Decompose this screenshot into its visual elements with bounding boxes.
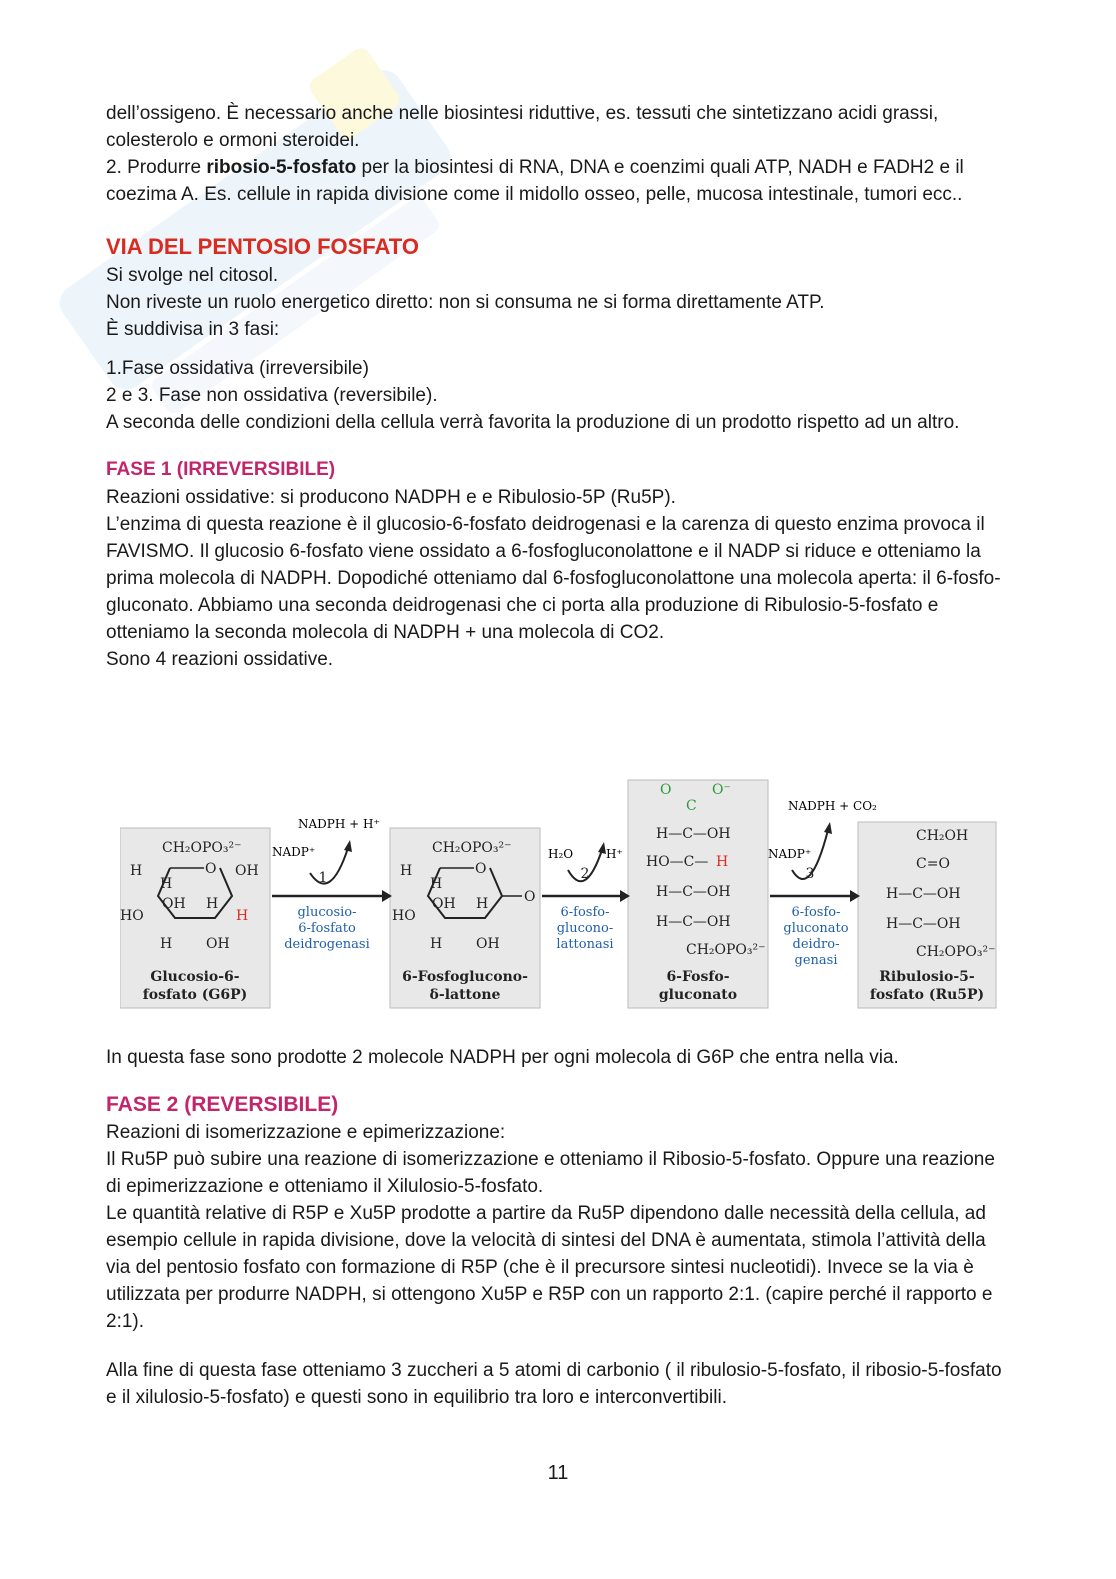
step1-output: NADPH + H⁺: [298, 817, 380, 831]
after-figure-body: [106, 1044, 1006, 1411]
fase1-p2: L’enzima di questa reazione è il glucosio-6-fosfato deidrogenasi e la carenza di questo enzima provoca il FAVISMO. Il glucosio 6-fosfato viene ossidato a 6-fosfogluconolattone e il NADP si riduce e otteniamo la prima molecola di NADPH. Dopodiché otteniamo dal 6-fosfogluconolattone una molecola aperta: il 6-fosfo-gluconato. Abbiamo una seconda deidrogenasi che ci porta alla produzione di Ribulosio-5-fosfato e otteniamo la seconda molecola di NADPH + una molecola di CO2.: [106, 514, 1001, 643]
fase2-p3: Le quantità relative di R5P e Xu5P prodotte a partire da Ru5P dipendono dalle necessità della cellula, ad esempio cellule in rapida divisione, dove la velocità di sintesi del DNA è aumentata, stimola l’attività della via del pentosio fosfato con formazione di R5P (che è il precursore sintesi nucleotidi). Invece se la via è utilizzata per produrre NADPH, si ottengono Xu5P e R5P con un rapporto 2:1. (capire perché il rapporto e 2:1).: [106, 1203, 993, 1332]
svg-text:H: H: [430, 876, 443, 892]
step2-input: H₂O: [548, 847, 574, 861]
step2-enzyme-1: 6-fosfo-: [560, 905, 610, 920]
svg-text:CH₂OPO₃²⁻: CH₂OPO₃²⁻: [916, 944, 996, 960]
svg-text:OH: OH: [235, 863, 259, 879]
page-body: [106, 100, 1006, 673]
mol4-name-1: Ribulosio-5-: [879, 969, 975, 985]
svg-text:HO: HO: [120, 908, 144, 924]
fase2-p4: Alla fine di questa fase otteniamo 3 zuccheri a 5 atomi di carbonio ( il ribulosio-5-fosfato, il ribosio-5-fosfato e il xilulosio-5-fosfato) e questi sono in equilibrio tra loro e interconvertibili.: [106, 1360, 1002, 1408]
svg-text:H—C—OH: H—C—OH: [886, 916, 961, 932]
svg-text:O: O: [660, 782, 672, 798]
svg-text:OH: OH: [432, 896, 456, 912]
mol2-name-1: 6-Fosfoglucono-: [402, 969, 528, 985]
section-title: VIA DEL PENTOSIO FOSFATO: [106, 234, 419, 259]
svg-text:HO: HO: [392, 908, 416, 924]
intro-paragraph-2: 2. Produrre ribosio-5-fosfato per la biosintesi di RNA, DNA e coenzimi quali ATP, NADH e FADH2 e il coezima A. Es. cellule in rapida divisione come il midollo osseo, pelle, mucosa intestinale, tumori ecc..: [106, 157, 964, 205]
intro-paragraph-1: dell’ossigeno. È necessario anche nelle biosintesi riduttive, es. tessuti che sintetizzano acidi grassi, colesterolo e ormoni steroidei.: [106, 103, 939, 151]
section-p5: 2 e 3. Fase non ossidativa (reversibile).: [106, 385, 438, 406]
svg-text:CH₂OPO₃²⁻: CH₂OPO₃²⁻: [432, 840, 512, 856]
step1-enzyme-3: deidrogenasi: [284, 937, 370, 952]
step1-enzyme-1: glucosio-: [297, 905, 357, 920]
svg-text:H: H: [430, 936, 443, 952]
svg-text:H—C—OH: H—C—OH: [886, 886, 961, 902]
mol3-name-2: gluconato: [658, 987, 738, 1003]
section-p6: A seconda delle condizioni della cellula verrà favorita la produzione di un prodotto rispetto ad un altro.: [106, 412, 960, 433]
step3-output: NADPH + CO₂: [788, 799, 877, 813]
step3-input: NADP⁺: [768, 847, 812, 861]
page-number: 11: [547, 1462, 569, 1484]
ribosio-bold: ribosio-5-fosfato: [206, 157, 357, 178]
svg-text:H: H: [160, 876, 173, 892]
svg-text:H—C—OH: H—C—OH: [656, 826, 731, 842]
step3-number: 3: [805, 866, 815, 882]
mol3-name-1: 6-Fosfo-: [666, 969, 730, 985]
svg-text:H: H: [236, 908, 249, 924]
section-p4: 1.Fase ossidativa (irreversibile): [106, 358, 369, 379]
svg-text:H: H: [160, 936, 173, 952]
svg-text:CH₂OPO₃²⁻: CH₂OPO₃²⁻: [686, 942, 766, 958]
reaction-diagram: [120, 778, 1000, 1010]
svg-text:O: O: [205, 861, 217, 877]
step3-enzyme-1: 6-fosfo-: [791, 905, 841, 920]
section-p2: Non riveste un ruolo energetico diretto: non si consuma ne si forma direttamente ATP.: [106, 292, 825, 313]
svg-text:CH₂OH: CH₂OH: [916, 828, 969, 844]
fase1-p3: Sono 4 reazioni ossidative.: [106, 649, 334, 670]
step2-enzyme-3: lattonasi: [556, 937, 614, 952]
svg-text:HO—C—: HO—C—: [646, 854, 709, 870]
svg-text:O: O: [475, 861, 487, 877]
svg-text:H: H: [476, 896, 489, 912]
svg-text:H—C—OH: H—C—OH: [656, 914, 731, 930]
step1-input: NADP⁺: [272, 845, 316, 859]
svg-text:H: H: [400, 863, 413, 879]
section-p1: Si svolge nel citosol.: [106, 265, 279, 286]
svg-text:OH: OH: [476, 936, 500, 952]
step3-enzyme-4: genasi: [794, 953, 838, 968]
mol1-name-1: Glucosio-6-: [150, 969, 240, 985]
fase2-p2: Il Ru5P può subire una reazione di isomerizzazione e otteniamo il Ribosio-5-fosfato. Oppure una reazione di epimerizzazione e otteniamo il Xilulosio-5-fosfato.: [106, 1149, 995, 1197]
svg-text:O⁻: O⁻: [712, 782, 731, 798]
fase1-p1: Reazioni ossidative: si producono NADPH e e Ribulosio-5P (Ru5P).: [106, 487, 676, 508]
mol4-name-2: fosfato (Ru5P): [869, 987, 985, 1003]
fase2-p1: Reazioni di isomerizzazione e epimerizzazione:: [106, 1122, 506, 1143]
step3-enzyme-2: gluconato: [783, 921, 849, 936]
section-p3: È suddivisa in 3 fasi:: [106, 319, 280, 340]
fase2-title: FASE 2 (REVERSIBILE): [106, 1093, 339, 1116]
step3-enzyme-3: deidro-: [792, 937, 840, 952]
fase1-title: FASE 1 (IRREVERSIBILE): [106, 459, 336, 480]
fase1-after-figure: In questa fase sono prodotte 2 molecole NADPH per ogni molecola di G6P che entra nella via.: [106, 1047, 899, 1068]
svg-text:C: C: [686, 798, 697, 814]
svg-text:OH: OH: [206, 936, 230, 952]
svg-text:C=O: C=O: [916, 856, 950, 872]
mol2-name-2: δ-lattone: [429, 987, 501, 1003]
step2-enzyme-2: glucono-: [556, 921, 614, 936]
step2-number: 2: [580, 866, 590, 882]
mol1-name-2: fosfato (G6P): [142, 987, 248, 1003]
svg-text:CH₂OPO₃²⁻: CH₂OPO₃²⁻: [162, 840, 242, 856]
svg-text:H: H: [716, 854, 729, 870]
svg-text:H: H: [206, 896, 219, 912]
step1-enzyme-2: 6-fosfato: [298, 921, 356, 936]
step1-number: 1: [318, 870, 328, 886]
step2-output: H⁺: [606, 847, 623, 861]
svg-text:H—C—OH: H—C—OH: [656, 884, 731, 900]
svg-text:OH: OH: [162, 896, 186, 912]
svg-text:O: O: [524, 889, 536, 905]
svg-text:H: H: [130, 863, 143, 879]
reaction-figure: [120, 778, 1000, 1010]
